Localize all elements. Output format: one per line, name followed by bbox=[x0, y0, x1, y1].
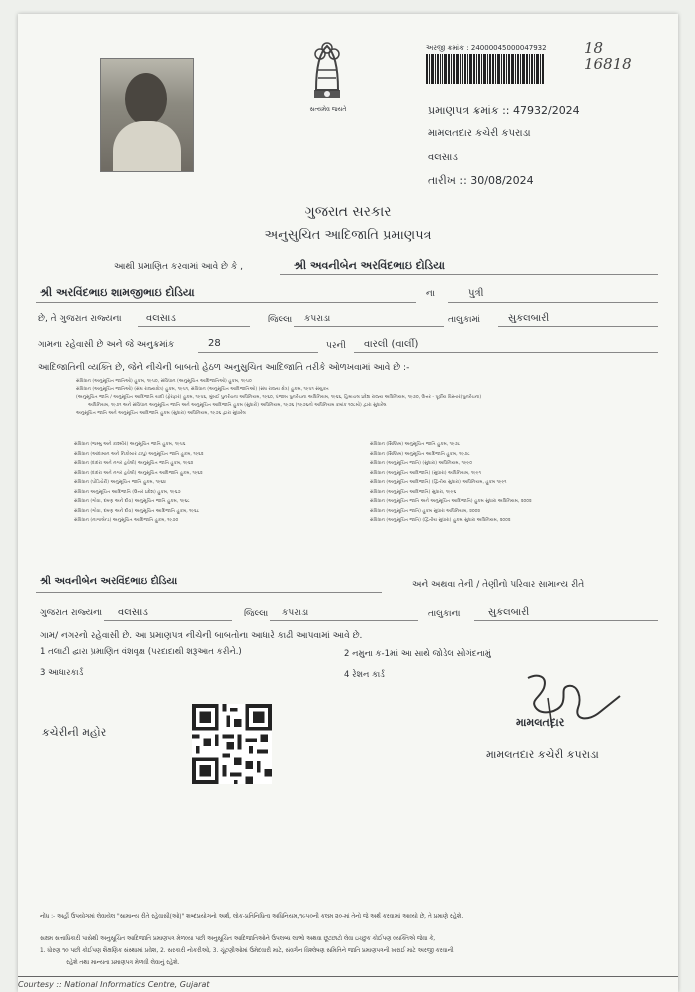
order-item: સંવિધાન (અનુસૂચિત આદિજાતિ) (દ્વિતીય સુધારા) અધિનિયમ, હુકમ ૧૯૯૧ bbox=[370, 480, 507, 485]
order-item: સંવિધાન (અનુસૂચિત આદિજાતિ) સુધારા, ૧૯૯૬ bbox=[370, 489, 457, 495]
certificate-number: પ્રમાણપત્ર ક્રમાંક :: 47932/2024 bbox=[428, 104, 580, 117]
state-prefix: છે, તે ગુજરાત રાજ્યના bbox=[38, 314, 122, 324]
note-line-1: નોંધ :- અહીં ઉપયોગમાં લેવાયેલ "સામાન્ય રીતે રહેવાસી(ઓ)" શબ્દપ્રયોગનો અર્થ, લોક-પ્રતિનિધિત્વ અધિનિયમ,૧૯૫૦ની કલમ ૨૦-માં તેનો જે અર્થ કરવામાં આવ્યો છે, તે પ્રમાણે રહેશે. bbox=[40, 914, 464, 920]
parent-name: શ્રી અરવિંદભાઇ શામજીભાઇ દોડિયા bbox=[40, 286, 195, 299]
orders-left-column bbox=[74, 440, 364, 526]
order-line: અનુસૂચિત જાતિ અને અનુસૂચિત આદિજાતિ હુકમ (સુધારા) અધિનિયમ, ૧૯૭૬ દ્વારા સુધારેલ bbox=[76, 411, 246, 416]
order-item: સંવિધાન (ગોવા, દમણ અને દીવ) અનુસૂચિત જાતિ હુકમ, ૧૯૬૮ bbox=[74, 499, 190, 504]
applicant-name: શ્રી અવનીબેન અરવિંદભાઇ દોડિયા bbox=[294, 259, 445, 272]
order-item: સંવિધાન (દાદરા અને નગર હવેલી) અનુસૂચિત જાતિ હુકમ, ૧૯૬૨ bbox=[74, 461, 194, 466]
order-item: સંવિધાન (જમ્મુ અને કાશ્મીર) અનુસૂચિત જાતિ હુકમ, ૧૯૫૬ bbox=[74, 442, 186, 447]
applicant-photo bbox=[100, 58, 194, 172]
handwritten-note-line1: 18 bbox=[584, 39, 604, 57]
certificate-sheet bbox=[18, 14, 678, 992]
government-title: ગુજરાત સરકાર bbox=[304, 204, 392, 220]
district-value: વલસાડ bbox=[146, 313, 176, 324]
issuing-office: મામલતદાર કચેરી કપરાડા bbox=[428, 128, 531, 139]
document-2: 2 નમુના ક-1માં આ સાથે જોડેલ સોગંદનામું bbox=[344, 649, 491, 659]
family-district: વલસાડ bbox=[118, 607, 148, 618]
order-item: સંવિધાન (અનુસૂચિત જાતિ) હુકમ સુધારા અધિનિયમ, ૨૦૦૨ bbox=[370, 508, 481, 514]
order-item: સંવિધાન (ગોવા, દમણ અને દીવ) અનુસૂચિત આદિજાતિ હુકમ, ૧૯૬૮ bbox=[74, 508, 200, 514]
order-line: (અનુસૂચિત જાતિ / અનુસૂચિત આદિજાતિ યાદી (ફેરફાર) હુકમ, ૧૯૫૬, મુંબઈ પુનર્રચના અધિનિયમ, ૧૯૬૦, પંજાબ પુનર્રચના અધિનિયમ, ૧૯૬૬, હિમાચલ પ્રદેશ રાજ્ય અધિનિયમ, ૧૯૭૦, ઉત્તર - પૂર્વીય વિસ્તાર(પુનર્રચના) bbox=[76, 395, 482, 400]
order-line: સંવિધાન (અનુસૂચિત જાતિઓ) હુકમ, ૧૯૫૦, સંવિધાન (અનુસૂચિત આદિજાતિઓ) હુકમ, ૧૯૫૦ bbox=[76, 379, 252, 384]
family-state-prefix: ગુજરાત રાજ્યના bbox=[40, 608, 103, 618]
order-line: અધિનિયમ, ૧૯૭૧ અને સંવિધાન અનુસૂચિત જાતિ અને અનુસૂચિત આદિજાતિ હુકમ (સુધારો) અધિનિયમ, ૧૯૭૬ (૧૯૭૬નો અધિનિયમ ક્રમાંક ૧૦૮મો) દ્વારા સુધારેલ bbox=[88, 403, 387, 408]
order-item: સંવિધાન (અનુસૂચિત જાતિ અને અનુસૂચિત આદિજાતિ) હુકમ સુધારા અધિનિયમ, ૨૦૦૨ bbox=[370, 499, 532, 504]
order-item: સંવિધાન (અનુસૂચિત જાતિ) (દ્વિતીય સુધારા) હુકમ સુધારા અધિનિયમ, ૨૦૦૨ bbox=[370, 518, 511, 523]
issuing-district: વલસાડ bbox=[428, 152, 458, 163]
emblem-caption: સત્યમેવ જયતે bbox=[309, 106, 347, 113]
basis-line: ગામ/ નગરનો રહેવાસી છે. આ પ્રમાણપત્ર નીચેની બાબતોના આધારે કાઢી આપવામાં આવે છે. bbox=[40, 631, 363, 641]
community-line: આદિજાતિની વ્યક્તિ છે, જેને નીચેની બાબતો હેઠળ અનુસુચિત આદિજાતિ તરીકે ઓળખવામાં આવે છે :- bbox=[38, 363, 410, 373]
signatory-title: મામલતદાર bbox=[516, 716, 565, 729]
note-line-2: સક્ષમ સત્તાધિકારી પાસેથી અનુસૂચિત આદિજાતિ પ્રમાણપત્ર મેળવ્યા પછી અનુસૂચિત આદિજાતિઓને ઉપલબ્ધ લાભો અથવા છૂટછાટો લેવા ઇચ્છુક કોઈપણ વ્યક્તિએ જેવા કે, bbox=[40, 936, 436, 942]
relation: પુત્રી bbox=[468, 288, 484, 299]
order-line: સંવિધાન (અનુસૂચિત જાતિઓ) (સંઘ રાજ્યક્ષેત્ર) હુકમ, ૧૯૫૧, સંવિધાન (અનુસૂચિત આદિજાતિઓ) (સંઘ રાજ્ય ક્ષેત્ર) હુકમ, ૧૯૫૧ સંયુક્ત bbox=[76, 387, 329, 392]
order-item: સંવિધાન (દાદરા અને નગર હવેલી) અનુસૂચિત આદિજાતિ હુકમ, ૧૯૬૨ bbox=[74, 470, 203, 476]
tribe-value: વારલી (વાર્લી) bbox=[364, 339, 419, 350]
signatory-office: મામલતદાર કચેરી કપરાડા bbox=[486, 748, 599, 761]
order-item: સંવિધાન અનુસૂચિત આદિજાતિ (ઉત્તર પ્રદેશ) હુકમ, ૧૯૬૭ bbox=[74, 489, 181, 495]
document-1: 1 તલાટી દ્વારા પ્રમાણિત વંશવૃક્ષ (પરદાદાથી શરૂઆત કરીને.) bbox=[40, 647, 242, 657]
order-item: સંવિધાન (સિક્કિમ) અનુસૂચિત આદિજાતિ હુકમ, ૧૯૭૮ bbox=[370, 451, 470, 457]
application-number: અરજી ક્રમાંક : 24000045000047932 bbox=[426, 44, 547, 52]
barcode bbox=[426, 54, 576, 84]
seal-label: કચેરીની મહોર bbox=[42, 726, 107, 739]
note-line-3: 1. ધોરણ ૧૦ પછી કોઈપણ શૈક્ષણિક સંસ્થામાં પ્રવેશ, 2. સરકારી નોકરીઓ, 3. ચૂંટણીઓમાં ઉમેદવારી માટે, સંવર્ગન વિશ્લેષણ સમિતિને જાતિ પ્રમાણપત્રની ખરાઈ માટે અરજી કરવાની bbox=[40, 948, 454, 954]
district-label: જિલ્લા bbox=[268, 315, 293, 325]
family-name: શ્રી અવનીબેન અરવિંદભાઇ દોડિયા bbox=[40, 576, 178, 587]
family-taluka-label: તાલુકાના bbox=[428, 609, 461, 619]
qr-code bbox=[192, 704, 272, 784]
order-item: સંવિધાન (અનુસૂચિત આદિજાતિ) (સુધારા) અધિનિયમ, ૧૯૯૧ bbox=[370, 470, 481, 476]
certificate-title: અનુસુચિત આદિજાતિ પ્રમાણપત્ર bbox=[264, 228, 432, 243]
family-village: સુકલબારી bbox=[488, 607, 530, 618]
na-label: ના bbox=[426, 289, 435, 299]
orders-right-column bbox=[370, 440, 670, 526]
serial-number: 28 bbox=[208, 338, 221, 349]
tribe-label: પરની bbox=[326, 341, 346, 351]
village-value: સુકલબારી bbox=[508, 313, 550, 324]
handwritten-note-line2: 16818 bbox=[584, 55, 632, 73]
taluka-label: તાલુકામાં bbox=[448, 315, 481, 325]
order-item: સંવિધાન (સિક્કિમ) અનુસૂચિત જાતિ હુકમ, ૧૯૭૮ bbox=[370, 442, 461, 447]
resident-prefix: ગામના રહેવાસી છે અને જે અનુક્રમાંક bbox=[38, 340, 175, 350]
family-taluka: કપરાડા bbox=[282, 608, 309, 618]
handwritten-note bbox=[584, 40, 632, 72]
orders-block bbox=[76, 378, 666, 418]
document-3: 3 આધારકાર્ડ bbox=[40, 668, 84, 678]
order-item: સંવિધાન (નાગાલેન્ડ) અનુસૂચિત આદિજાતિ હુકમ, ૧૯૭૦ bbox=[74, 518, 179, 523]
courtesy-text: Courtesy :: National Informatics Centre, Gujarat bbox=[18, 980, 210, 989]
certificate-date: તારીખ :: 30/08/2024 bbox=[428, 174, 534, 187]
note-line-4: રહેશે તથા માન્યતા પ્રમાણપત્ર મેળવી લેવાનું રહેશે. bbox=[66, 960, 180, 966]
family-suffix: અને અથવા તેની / તેણીનો પરિવાર સામાન્ય રીતે bbox=[412, 580, 585, 590]
family-district-label: જિલ્લા bbox=[244, 609, 269, 619]
national-emblem-icon bbox=[304, 36, 350, 106]
order-item: સંવિધાન (પોંડિચેરી) અનુસૂચિત જાતિ હુકમ, ૧૯૬૪ bbox=[74, 480, 166, 485]
certify-prefix: આથી પ્રમાણિત કરવામાં આવે છે કે , bbox=[114, 262, 243, 272]
order-item: સંવિધાન (આંદામાન અને નિકોબાર ટાપુ) અનુસૂચિત જાતિ હુકમ, ૧૯૬૨ bbox=[74, 451, 204, 457]
document-4: 4 રેશન કાર્ડ bbox=[344, 670, 385, 680]
order-item: સંવિધાન (અનુસૂચિત જાતિ) (સુધારા) અધિનિયમ, ૧૯૯૦ bbox=[370, 461, 473, 466]
taluka-value: કપરાડા bbox=[304, 314, 331, 324]
